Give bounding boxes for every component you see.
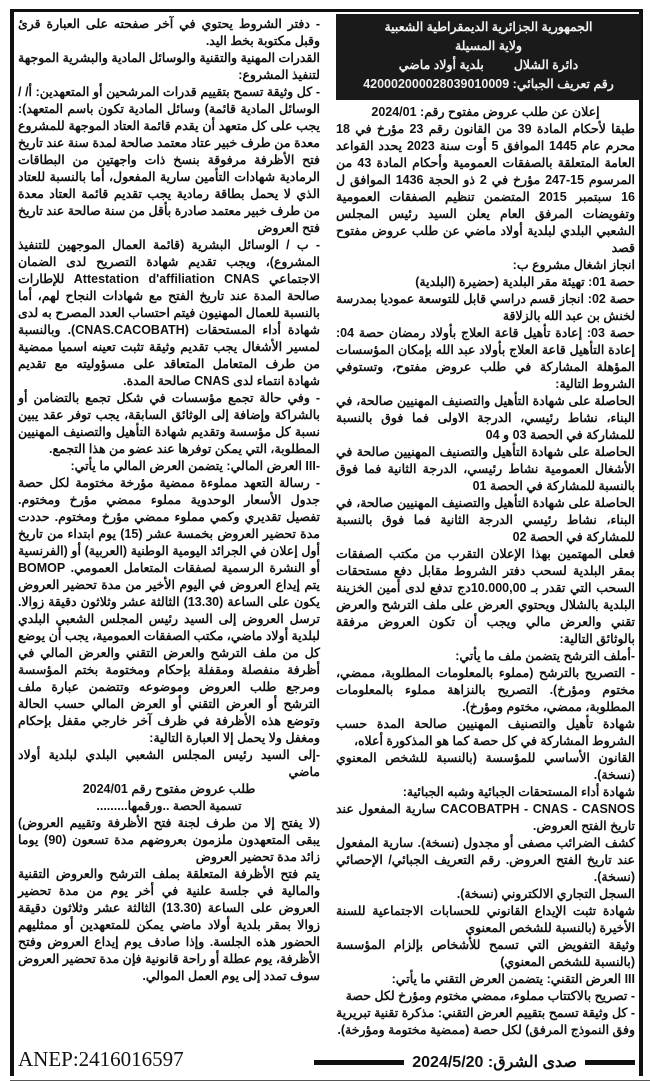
footer-rule-right: [585, 1060, 635, 1065]
paragraph: -III العرض المالي: يتضمن العرض المالي ما يأتي:: [70, 459, 320, 473]
paragraph: السجل التجاري الالكتروني (نسخة).: [456, 887, 635, 901]
paragraph: - تصريح بالاكتتاب مملوء، ممضي مختوم ومؤرخ لكل حصة: [345, 989, 635, 1003]
notice-frame: [10, 9, 643, 1076]
paragraph: - كل وثيقة تسمح بتقييم العرض التقني: مذكرة تقنية تبريرية وفق النموذج المرفق) لكل حصة (ممضية مختومة ومؤرخة).: [336, 1006, 635, 1037]
paragraph: - دفتر الشروط يحتوي في آخر صفحته على العبارة قرئ وقبل مكتوبة بخط اليد.: [18, 17, 320, 48]
notice-footer: [14, 1039, 639, 1076]
notice-header: [336, 14, 641, 100]
paragraph: -أملف الترشح يتضمن ملف ما يأتي:: [455, 649, 635, 663]
commune-name: بلدية أولاد ماضي: [398, 58, 484, 72]
publication-source: صدى الشرق: 2024/5/20: [412, 1054, 577, 1071]
paragraph: كشف الضرائب مصفى أو مجدول (نسخة). سارية المفعول عند تاريخ الفتح العروض. رقم التعريف الجبائي/ الإحصائي (نسخة).: [336, 836, 635, 884]
paragraph: طلب عروض مفتوح رقم 2024/01: [82, 782, 256, 796]
paragraph: القانون الأساسي للمؤسسة (بالنسبة للشخص المعنوي (نسخة).: [336, 751, 635, 782]
paragraph: CACOBATPH - CNAS - CASNOS سارية المفعول عند تاريخ الفتح العروض.: [336, 802, 635, 833]
anep-reference: ANEP:2416016597: [18, 1047, 184, 1071]
paragraph: طبقا لأحكام المادة 39 من القانون رقم 23 مؤرخ في 18 محرم عام 1445 الموافق 5 أوت سنة 2023 يحدد القواعد العامة المتعلقة بالصفقات العمومية وأحكام المادة 43 من المرسوم 15-247 مؤرخ في 2 ذو الحجة 1436 الموافق ل 16 سبتمبر 2015 المتضمن تنظيم الصفقات العمومية وتفويضات المرفق العام يعلن السيد رئيس المجلس الشعبي البلدي لبلدية أولاد ماضي عن طلب عروض مفتوح قصد: [336, 122, 636, 255]
daira-commune-row: [340, 56, 637, 75]
footer-rule-left: [314, 1060, 404, 1065]
paragraph: - رسالة التعهد مملوءة ممضية مؤرخة مختومة لكل حصة جدول الأسعار الوحدوية مملوء ممضي مؤرخ ومختوم. تفصيل تقديري وكمي مملوء ممضي مؤرخ ومختوم. حددت مدة تحضير العروض بخمسة عشر (15) يوم ابتداء من تاريخ أول إعلان في الجرائد اليومية الوطنية (العربية) أو (الفرنسية أو النشرة الرسمية لصفقات المتعامل العمومي. BOMOP يتم إيداع العروض في اليوم الأخير من مدة تحضير العروض يكون على الساعة (13.30) الثالثة عشر وثلاثون دقيقة زوالا. ترسل العروض إلى السيد رئيس المجلس الشعبي البلدي لبلدية أولاد ماضي، مكتب الصفقات العمومية، يجب أن يوضع كل من ملف الترشح والعرض التقني والعرض المالي في أظرفة منفصلة ومقفلة بإحكام ومختومة بختم المؤسسة ومرجع طلب العروض وموضوعه وتتضمن عبارة ملف الترشح أو العرض التقني أو العرض المالي حسب الحالة وتوضع هذه الأظرفة في ظرف آخر خارجي مقفل بإحكام ومغفل ولا يحمل إلا العبارة التالية:: [18, 476, 320, 745]
paragraph: إعلان عن طلب عروض مفتوح رقم: 2024/01: [371, 105, 600, 119]
paragraph: يتم فتح الأظرفة المتعلقة بملف الترشح والعروض التقنية والمالية في جلسة علنية في أخر يوم من مدة تحضير العروض على الساعة (13.30) الثالثة عشر وثلاثون دقيقة زوالا بمقر بلدية أولاد ماضي يمكن للمتعهدين أو ممثليهم الحضور هذه الجلسة. وإذا صادف يوم إيداع العروض وفتح الأظرفة، يوم عطلة أو راحة قانونية فإن مدة تحضير العروض سوف تمدد إلى يوم العمل الموالي.: [18, 867, 320, 983]
paragraph: شهادة تثبت الإيداع القانوني للحسابات الاجتماعية للسنة الأخيرة (بالنسبة للشخص المعنوي: [336, 904, 635, 935]
columns: [14, 14, 639, 1039]
right-column-text: [336, 100, 637, 1039]
paragraph: حصة 03: إعادة تأهيل قاعة العلاج بأولاد رمضان حصة 04: إعادة التأهيل قاعة العلاج بأولاد عبد الله بإمكان المؤسسات المؤهلة المشاركة في طلب عروض مفتوح، وتستوفي الشروط التالية:: [336, 326, 635, 391]
paragraph: - ب / الوسائل البشرية (قائمة العمال الموجهين للتنفيذ المشروع)، ويجب تقديم شهادة التصريح لدى الضمان الاجتماعي Attestation d'affiliation CNAS للإطارات صالحة المدة عند تاريخ الفتح مع شهادات النجاح لهم، أما بالنسبة للعمال المهنيون فيتم احتساب العدد المصرح به لدى شهادة أداء المستحقات (CNAS.CACOBATH). وبالنسبة لمسير الأشغال يجب تقديم وثيقة تثبت تعينه اسميا ممضية من طرف المتعامل المتعاقد على مسؤوليته مع تقديم شهادة انتماء لدى CNAS صالحة المدة.: [18, 238, 321, 388]
paragraph: III العرض التقني: يتضمن العرض التقني ما يأتي:: [391, 972, 635, 986]
paragraph: انجاز اشغال مشروع ب:: [512, 258, 635, 272]
paragraph: تسمية الحصة ..ورقمها.........: [96, 799, 242, 813]
paragraph: شهادة أداء المستحقات الجبائية وشبه الجبائية:: [402, 785, 635, 799]
daira-name: دائرة الشلال: [513, 58, 579, 72]
paragraph: الحاصلة على شهادة التأهيل والتصنيف المهنيين صالحة، في البناء، نشاط رئيسي، الدرجة الاولى فما فوق بالنسبة للمشاركة في الحصة 03 و 04: [336, 394, 635, 442]
paragraph: حصة 01: تهيئة مقر البلدية (حضيرة (البلدية): [415, 275, 635, 289]
tax-id: رقم تعريف الجبائي: 420002000028039010009: [363, 77, 614, 91]
right-column: [332, 14, 639, 1039]
left-column: [14, 14, 326, 985]
paragraph: الحاصلة على شهادة التأهيل والتصنيف المهنيين صالحة في الأشغال العمومية نشاط رئيسي، الدرجة الثانية فما فوق بالنسبة للمشاركة في الحصة 01: [336, 445, 635, 493]
paragraph: (لا يفتح إلا من طرف لجنة فتح الأظرفة وتقييم العروض) يبقى المتعهدون ملزمون بعروضهم مدة تسعون (90) يوما زائد مدة تحضير العروض: [18, 816, 320, 864]
paragraph: القدرات المهنية والتقنية والوسائل المادية والبشرية الموجهة لتنفيذ المشروع:: [18, 51, 320, 82]
wilaya-name: ولاية المسيلة: [454, 39, 523, 53]
country-name: الجمهورية الجزائرية الديمقراطية الشعبية: [384, 20, 593, 34]
paragraph: وثيقة التفويض التي تسمح للأشخاص بإلزام المؤسسة (بالنسبة للشخص المعنوي): [336, 938, 635, 969]
paragraph: - التصريح بالترشح (مملوء بالمعلومات المطلوبة، ممضي، مختوم ومؤرخ). التصريح بالنزاهة مملوء بالمعلومات المطلوبة، ممضي، مختوم ومؤرخ).: [336, 666, 635, 714]
source-wrap: [314, 1052, 635, 1072]
paragraph: - وفي حالة تجمع مؤسسات في شكل تجمع بالتضامن أو بالشراكة وإضافة إلى الوثائق السابقة، يجب توفر عقد يبين نسبة كل مؤسسة وتقديم شهادة التأهيل والتصنيف المهنيين المطلوبة، التي يمكن توفرها عند عضو من هذا التجمع.: [18, 391, 320, 456]
paragraph: حصة 02: انجاز قسم دراسي قابل للتوسعة عموديا بمدرسة لخنش بن عبد الله بالزلاقة: [336, 292, 635, 323]
paragraph: -إلى السيد رئيس المجلس الشعبي البلدي لبلدية أولاد ماضي: [18, 748, 320, 779]
paragraph: - كل وثيقة تسمح بتقييم قدرات المرشحين أو المتعهدين: أ/ / الوسائل المادية قائمة) وسائل المادية تكون باسم المتعهد): يجب على كل متعهد أن يقدم قائمة العتاد الموجهة للمشروع معدة من طرف خبير عتاد معتمد صالحة لمدة سنة عند تاريخ فتح الأظرفة مرفوقة بنسخ ذات واجهتين من البطاقات الرمادية شهادات التأمين سارية المفعول، أما بالنسبة للعتاد الذي لا يحمل بطاقة رمادية يجب تقديم قائمة العتاد معدة من طرف خبير معتمد صادرة بأقل من سنة صالحة عند تاريخ فتح العروض: [18, 85, 320, 235]
paragraph: شهادة تأهيل والتصنيف المهنيين صالحة المدة حسب الشروط المشاركة في كل حصة كما هو المذكورة أعلاه،: [336, 717, 635, 748]
paragraph: الحاصلة على شهادة التأهيل والتصنيف المهنيين صالحة، في البناء، نشاط رئيسي الدرجة الثانية فما فوق بالنسبة للمشاركة في الحصة 02: [336, 496, 635, 544]
paragraph: فعلى المهتمين بهذا الإعلان التقرب من مكتب الصفقات بمقر البلدية لسحب دفتر الشروط مقابل دفع مستحقات السحب التي تقدر بـ 10.000,00دج تدفع لدى أمين الخزينة البلدية بالشلال ويحتوي العرض على ملف الترشح والعرض تقني والعرض مالي ويجب أن تكون العروض مرفقة بالوثائق التالية:: [336, 547, 635, 646]
